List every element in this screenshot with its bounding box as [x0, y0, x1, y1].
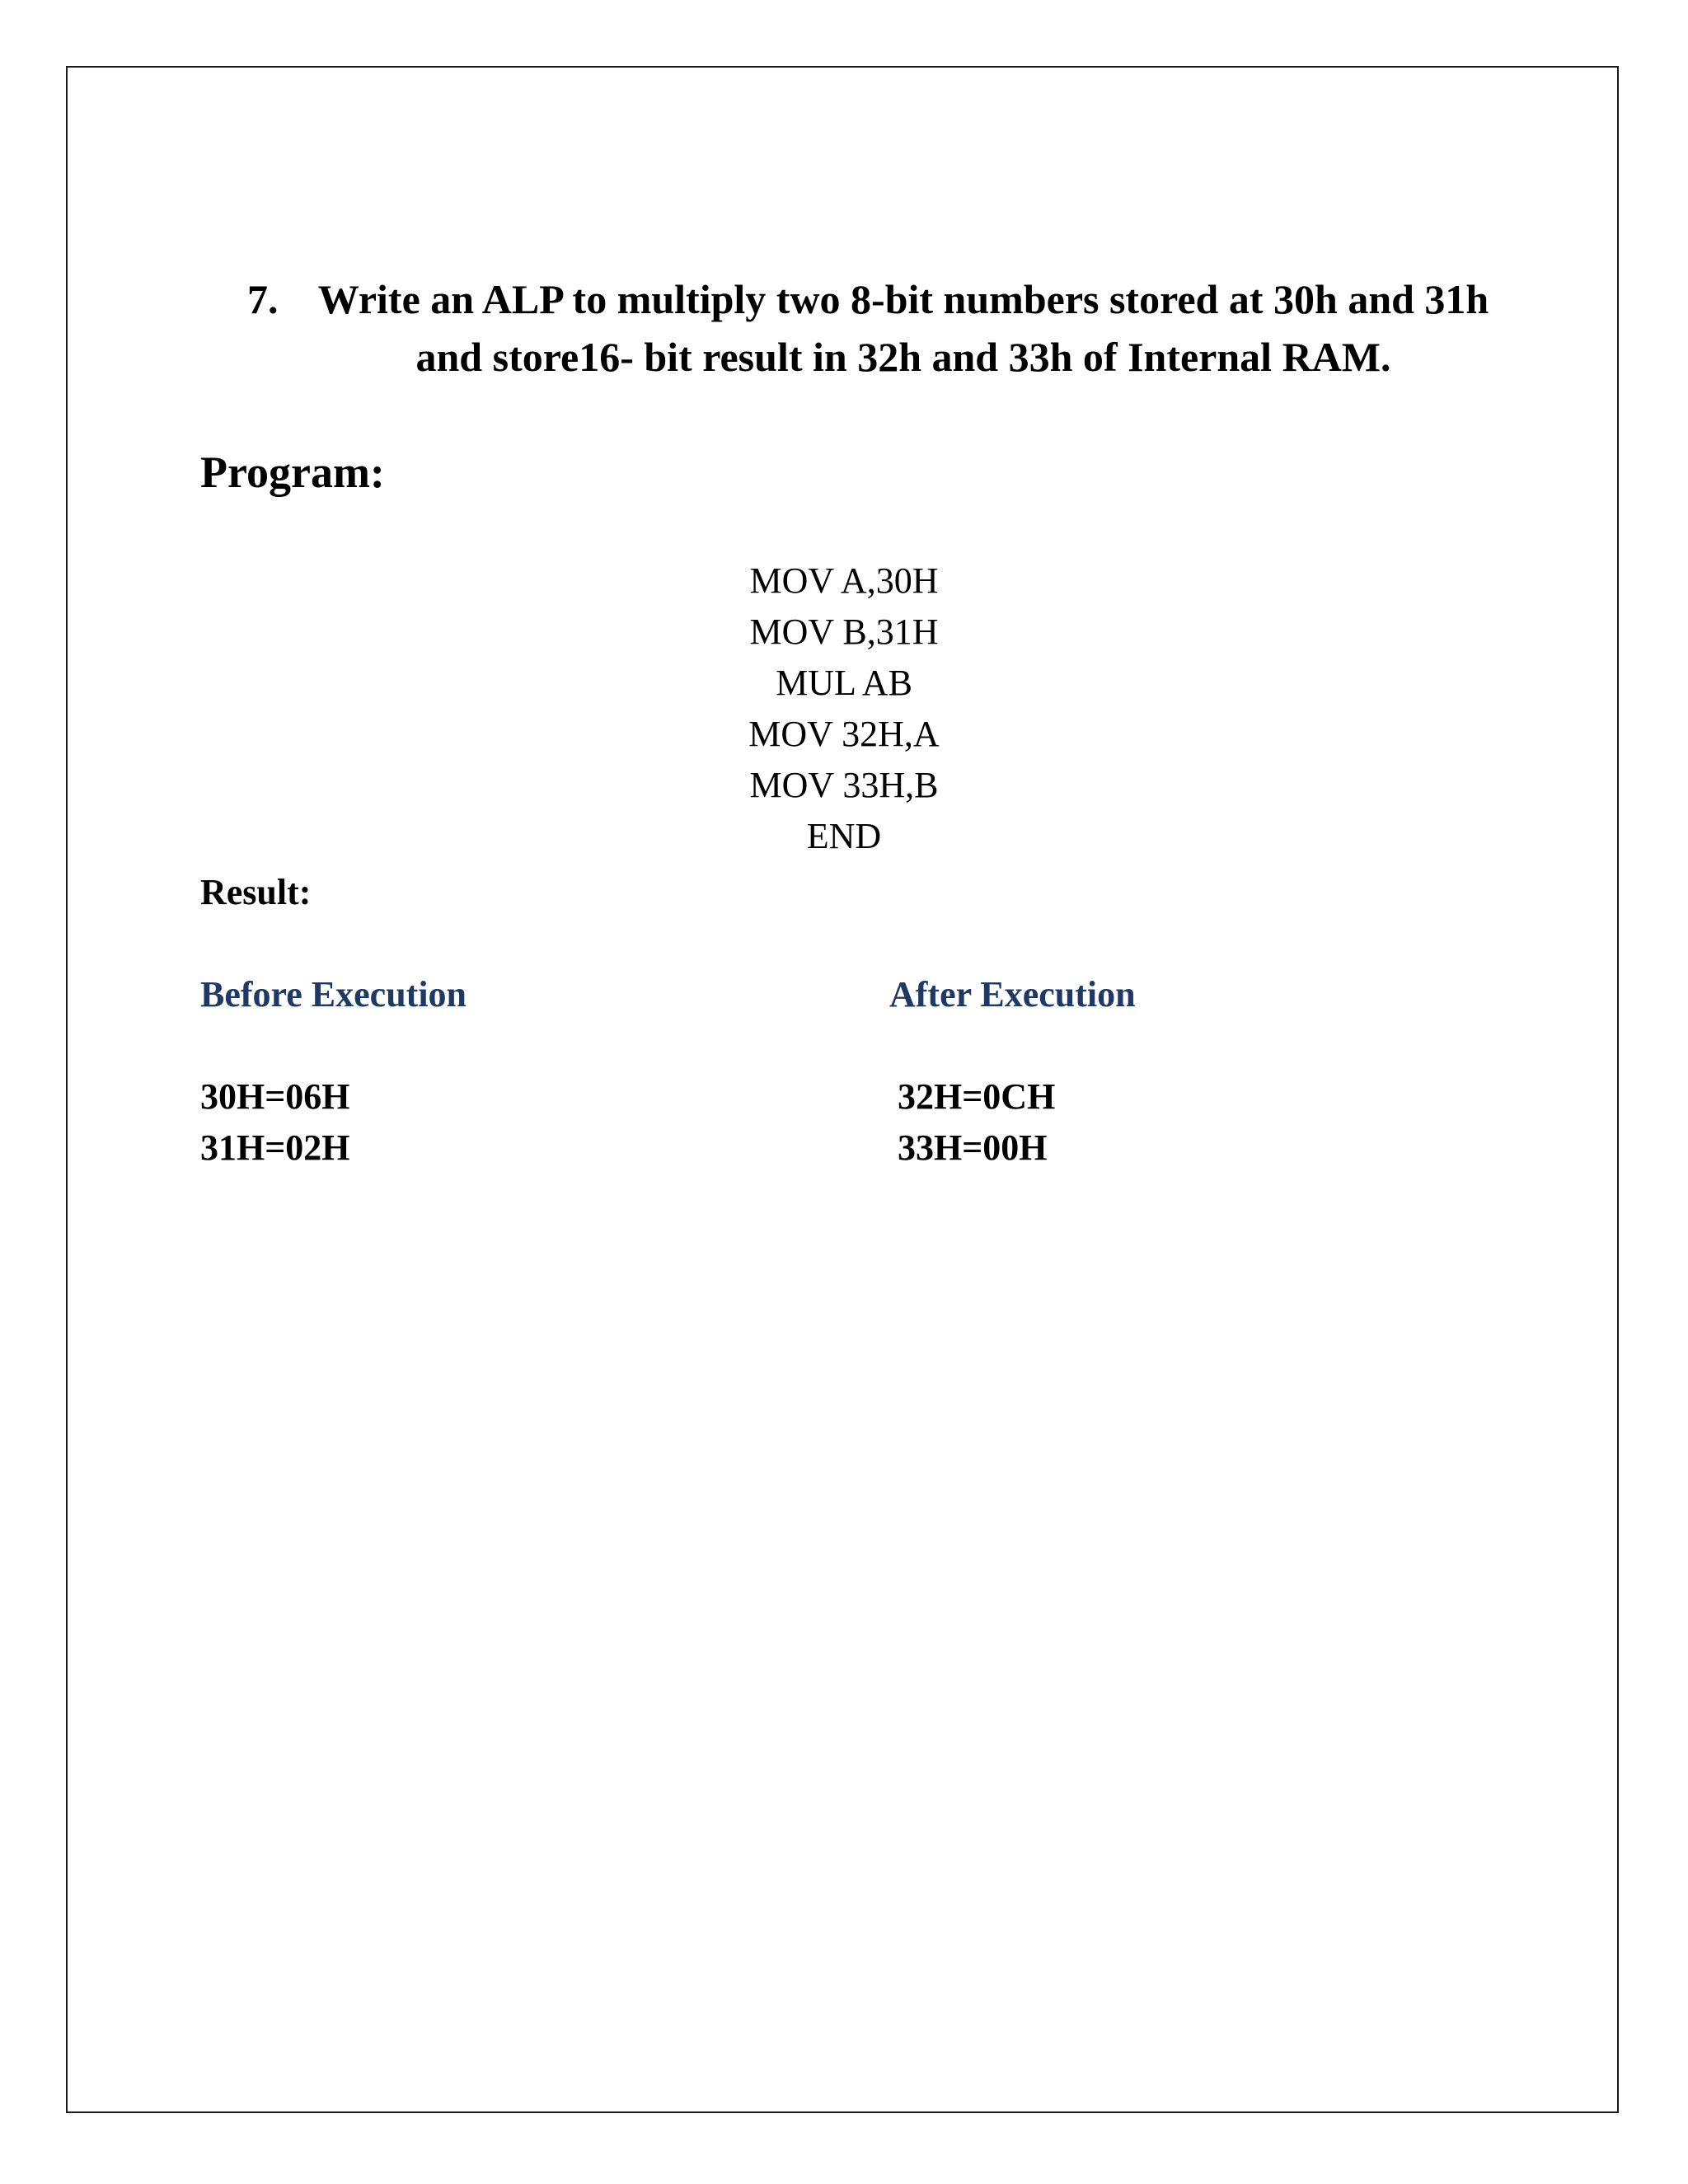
before-value: 31H=02H [200, 1127, 350, 1168]
before-value: 30H=06H [200, 1076, 350, 1117]
code-block [0, 555, 1688, 862]
code-line: MOV 33H,B [749, 765, 939, 805]
question-number: 7. [247, 276, 279, 322]
code-line: MOV 32H,A [748, 714, 940, 754]
after-execution-heading: After Execution [889, 974, 1136, 1015]
after-values [898, 1071, 1055, 1174]
code-line: MOV B,31H [749, 612, 939, 652]
code-line: END [806, 816, 882, 856]
before-values [200, 1071, 350, 1174]
code-line: MOV A,30H [749, 560, 939, 601]
question-text: Write an ALP to multiply two 8-bit numbers stored at 30h and 31h and store16- bit result in 32h and 33h of Internal RAM. [317, 276, 1489, 380]
program-heading: Program: [200, 448, 385, 497]
before-execution-heading: Before Execution [200, 974, 467, 1015]
after-value: 33H=00H [898, 1127, 1048, 1168]
result-heading: Result: [200, 872, 312, 912]
question [247, 270, 1508, 386]
after-value: 32H=0CH [898, 1076, 1056, 1117]
code-line: MUL AB [776, 663, 912, 703]
